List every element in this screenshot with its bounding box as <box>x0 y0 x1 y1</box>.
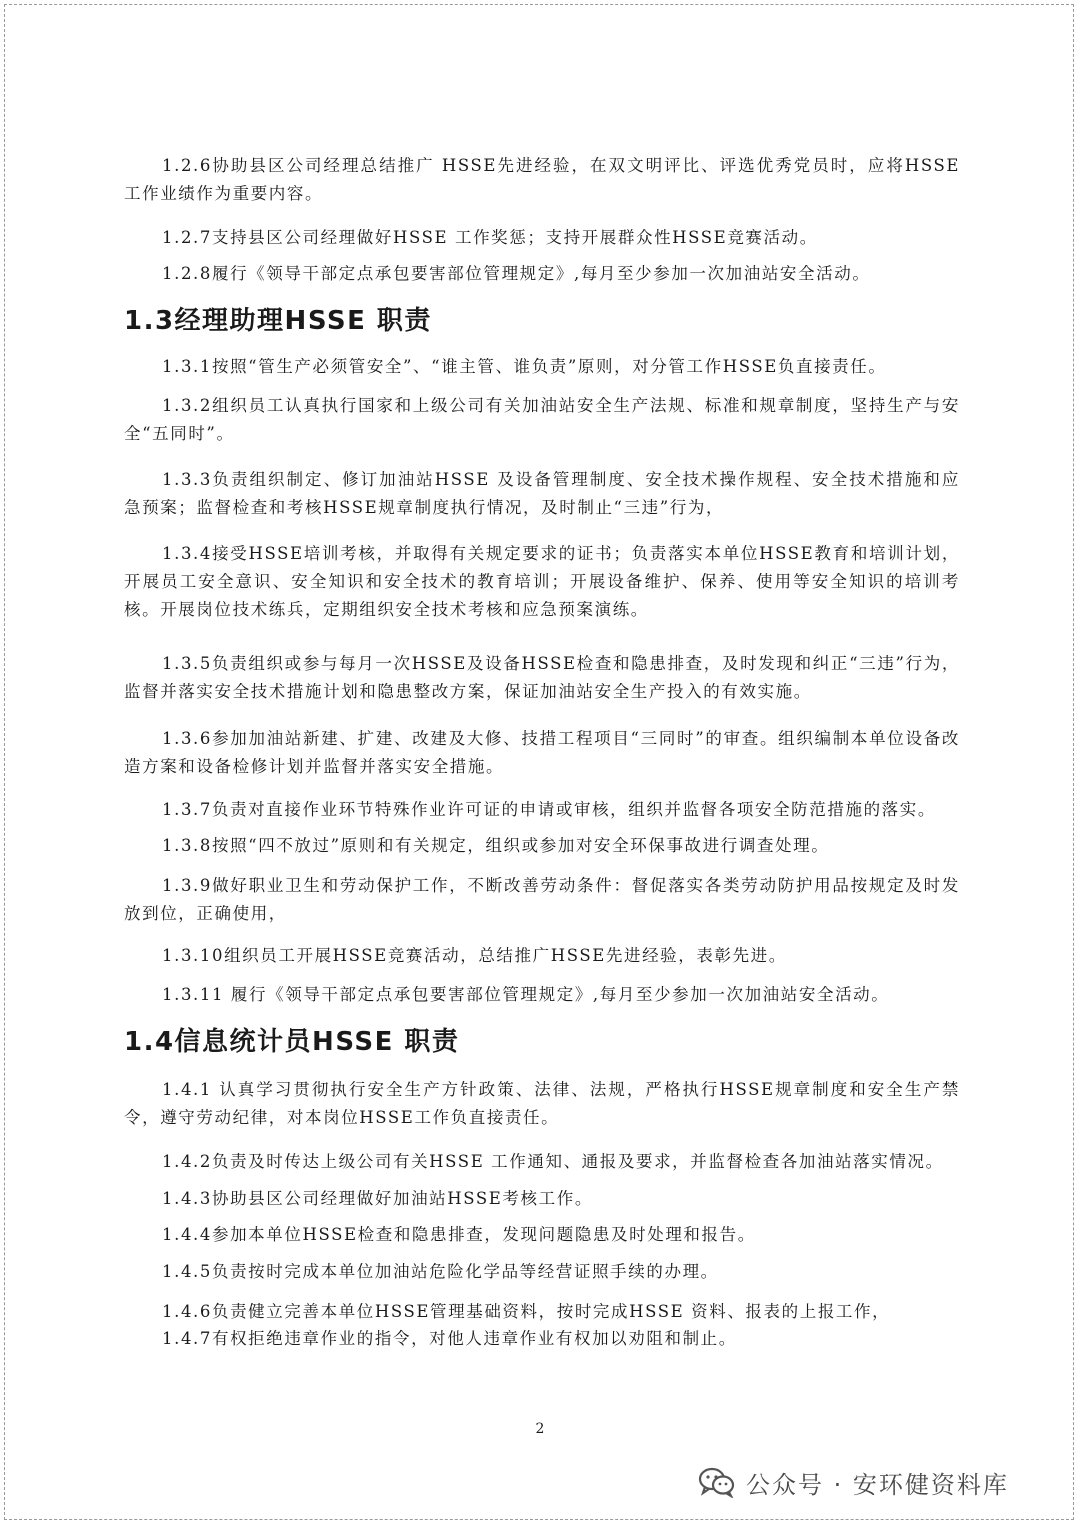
paragraph-1-3-11: 1.3.11 履行《领导干部定点承包要害部位管理规定》,每月至少参加一次加油站安全活动。 <box>162 985 890 1004</box>
paragraph-1-3-10: 1.3.10组织员工开展HSSE竞赛活动，总结推广HSSE先进经验，表彰先进。 <box>162 946 787 965</box>
paragraph-1-3-8: 1.3.8按照“四不放过”原则和有关规定，组织或参加对安全环保事故进行调查处理。 <box>162 836 830 855</box>
page-number: 2 <box>535 1421 545 1437</box>
watermark-text: 公众号 · 安环健资料库 <box>746 1470 1009 1499</box>
wechat-icon <box>698 1466 736 1498</box>
paragraph-1-4-2: 1.4.2负责及时传达上级公司有关HSSE 工作通知、通报及要求，并监督检查各加油站落实情况。 <box>162 1152 944 1171</box>
section-heading-1-3: 1.3经理助理HSSE 职责 <box>124 306 432 336</box>
section-heading-1-4: 1.4信息统计员HSSE 职责 <box>124 1027 460 1057</box>
paragraph-1-3-2: 1.3.2组织员工认真执行国家和上级公司有关加油站安全生产法规、标准和规章制度，坚持生产与安全“五同时”。 <box>124 396 960 443</box>
watermark <box>698 1464 1009 1500</box>
paragraph-1-3-5: 1.3.5负责组织或参与每月一次HSSE及设备HSSE检查和隐患排查，及时发现和纠正“三违”行为，监督并落实安全技术措施计划和隐患整改方案，保证加油站安全生产投入的有效实施。 <box>124 654 960 701</box>
paragraph-1-2-6: 1.2.6协助县区公司经理总结推广 HSSE先进经验，在双文明评比、评选优秀党员时，应将HSSE工作业绩作为重要内容。 <box>124 156 960 203</box>
paragraph-1-3-9: 1.3.9做好职业卫生和劳动保护工作，不断改善劳动条件：督促落实各类劳动防护用品按规定及时发放到位，正确使用， <box>124 876 960 923</box>
paragraph-1-3-3: 1.3.3负责组织制定、修订加油站HSSE 及设备管理制度、安全技术操作规程、安全技术措施和应急预案；监督检查和考核HSSE规章制度执行情况，及时制止“三违”行为， <box>124 470 960 517</box>
paragraph-1-4-7: 1.4.7有权拒绝违章作业的指令，对他人违章作业有权加以劝阻和制止。 <box>162 1329 737 1348</box>
paragraph-1-3-6: 1.3.6参加加油站新建、扩建、改建及大修、技措工程项目“三同时”的审查。组织编制本单位设备改造方案和设备检修计划并监督并落实安全措施。 <box>124 729 960 776</box>
paragraph-1-3-4: 1.3.4接受HSSE培训考核，并取得有关规定要求的证书；负责落实本单位HSSE教育和培训计划，开展员工安全意识、安全知识和安全技术的教育培训；开展设备维护、保养、使用等安全知识的培训考核。开展岗位技术练兵，定期组织安全技术考核和应急预案演练。 <box>124 544 960 619</box>
paragraph-1-4-1: 1.4.1 认真学习贯彻执行安全生产方针政策、法律、法规，严格执行HSSE规章制度和安全生产禁 令，遵守劳动纪律，对本岗位HSSE工作负直接责任。 <box>124 1080 960 1127</box>
paragraph-1-4-5: 1.4.5负责按时完成本单位加油站危险化学品等经营证照手续的办理。 <box>162 1262 719 1281</box>
paragraph-1-3-7: 1.3.7负责对直接作业环节特殊作业许可证的申请或审核，组织并监督各项安全防范措施的落实。 <box>162 800 936 819</box>
paragraph-1-3-1: 1.3.1按照“管生产必须管安全”、“谁主管、谁负责”原则，对分管工作HSSE负直接责任。 <box>162 357 887 376</box>
paragraph-1-4-3: 1.4.3协助县区公司经理做好加油站HSSE考核工作。 <box>162 1189 593 1208</box>
paragraph-1-2-7: 1.2.7支持县区公司经理做好HSSE 工作奖惩；支持开展群众性HSSE竞赛活动。 <box>162 228 818 247</box>
paragraph-1-2-8: 1.2.8履行《领导干部定点承包要害部位管理规定》,每月至少参加一次加油站安全活动。 <box>162 264 871 283</box>
paragraph-1-4-4: 1.4.4参加本单位HSSE检查和隐患排查，发现问题隐患及时处理和报告。 <box>162 1225 756 1244</box>
paragraph-1-4-6: 1.4.6负责健立完善本单位HSSE管理基础资料，按时完成HSSE 资料、报表的上报工作， <box>162 1302 891 1321</box>
